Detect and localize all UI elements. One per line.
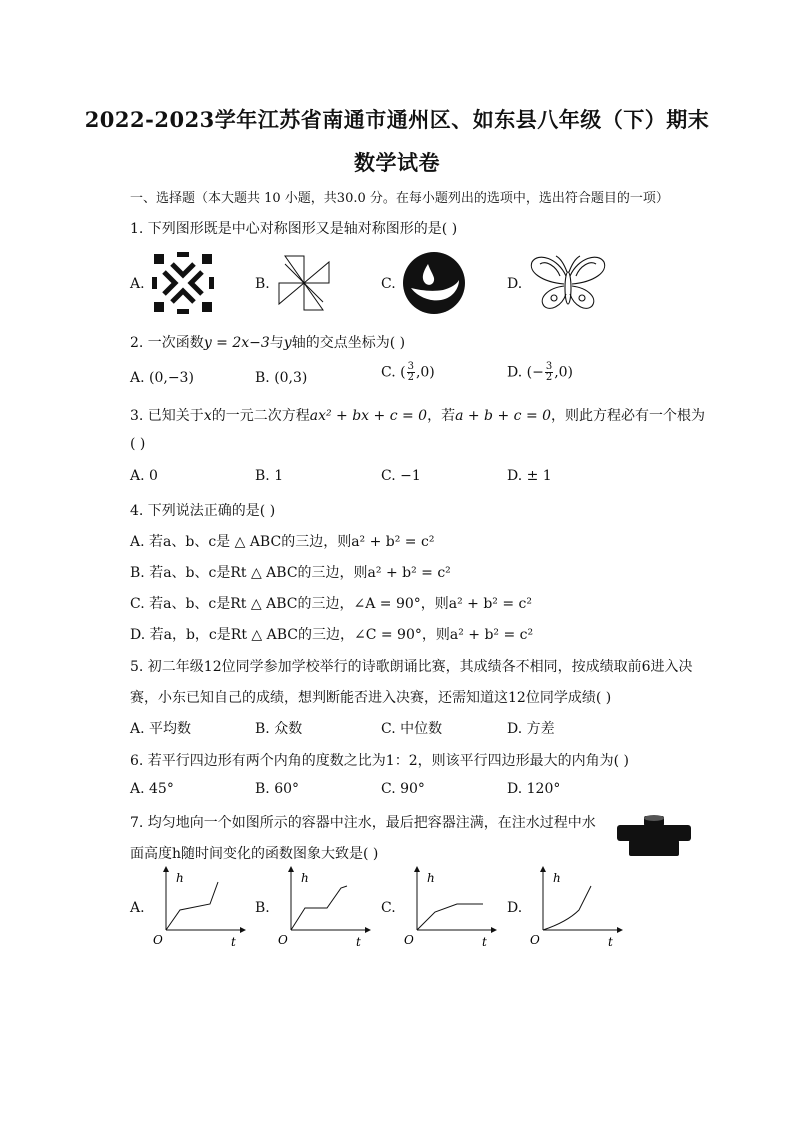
fraction-denominator: 2	[545, 372, 553, 383]
section-heading: 一、选择题（本大题共 10 小题，共30.0 分。在每小题列出的选项中，选出符合题目的一项）	[130, 191, 669, 206]
fraction-numerator: 3	[545, 361, 553, 372]
q7-option-a-label: A.	[130, 900, 145, 916]
q1d-wing-line	[576, 263, 596, 276]
q1d-wing	[531, 257, 566, 284]
q1b-blade	[285, 256, 304, 283]
q3-option-b: B. 1	[255, 468, 284, 484]
q3-stem-text: ，若	[427, 408, 456, 424]
axis-t-label: t	[608, 935, 613, 949]
q1-figure-a-icon	[150, 250, 216, 316]
q4-option-a: A. 若a、b、c是 △ ABC的三边，则a² + b² = c²	[130, 534, 435, 550]
q4-option-c: C. 若a、b、c是Rt △ ABC的三边，∠A = 90°，则a² + b² = c²	[130, 596, 533, 612]
q2-option-c-prefix: C. (	[381, 364, 406, 381]
q2-option-d	[507, 362, 573, 383]
q7-option-b-label: B.	[255, 900, 270, 916]
fraction-denominator: 2	[407, 372, 414, 383]
q1d-wing	[570, 257, 605, 284]
q2-option-c-fraction	[407, 362, 415, 383]
q5-option-b: B. 众数	[255, 721, 303, 737]
q2-option-c-suffix: ,0)	[415, 364, 435, 381]
fraction-numerator: 3	[407, 361, 414, 372]
y-axis-arrow	[288, 866, 294, 872]
q7-graph-a	[150, 866, 246, 952]
q2-option-a: A. (0,−3)	[130, 370, 194, 386]
q5-option-d: D. 方差	[507, 721, 555, 737]
q1b-blade	[304, 262, 329, 283]
q3-option-a: A. 0	[130, 468, 158, 484]
q1a-chevron	[172, 291, 194, 302]
q7-option-c-label: C.	[381, 900, 396, 916]
q1a-chevron	[191, 272, 202, 294]
q2-stem-text: 2. 一次函数	[130, 335, 204, 351]
origin-label: O	[404, 933, 414, 947]
question-4-stem: 4. 下列说法正确的是( )	[130, 503, 276, 519]
question-1-stem: 1. 下列图形既是中心对称图形又是轴对称图形的是( )	[130, 221, 458, 237]
origin-label: O	[153, 933, 163, 947]
q1d-wing	[570, 286, 594, 308]
y-axis-arrow	[163, 866, 169, 872]
curve	[417, 904, 483, 930]
axis-t-label: t	[482, 935, 487, 949]
q1a-edge-bar	[177, 252, 189, 257]
q1a-corner-square	[202, 254, 212, 264]
q7-graph-d	[527, 866, 623, 952]
q1a-corner-square	[202, 302, 212, 312]
question-6-stem: 6. 若平行四边形有两个内角的度数之比为1：2，则该平行四边形最大的内角为( )	[130, 753, 629, 769]
q2-stem-expression: y = 2x−3	[203, 335, 270, 351]
page-subtitle: 数学试卷	[354, 150, 440, 175]
q1a-edge-bar	[177, 309, 189, 314]
question-7-stem-line2: 面高度h随时间变化的函数图象大致是( )	[130, 846, 379, 862]
q7-option-d-label: D.	[507, 900, 523, 916]
q6-option-b: B. 60°	[255, 781, 300, 797]
q1b-line	[304, 283, 323, 302]
question-5-stem: 5. 初二年级12位同学参加学校举行的诗歌朗诵比赛，其成绩各不相同，按成绩取前6进入决	[130, 659, 693, 675]
q3-stem-line2: ( )	[130, 436, 146, 452]
q1b-blade	[279, 283, 304, 304]
axis-t-label: t	[356, 935, 361, 949]
q7-graph-b	[275, 866, 371, 952]
q3-option-d: D. ± 1	[507, 468, 552, 484]
page-title: 2022-2023学年江苏省南通市通州区、如东县八年级（下）期末	[84, 107, 710, 132]
x-axis-arrow	[617, 927, 623, 933]
q5-option-a: A. 平均数	[130, 721, 192, 737]
q6-option-d: D. 120°	[507, 781, 561, 797]
curve	[166, 882, 218, 930]
q1d-body	[565, 272, 571, 304]
q2-option-b: B. (0,3)	[255, 370, 308, 386]
axis-h-label: h	[553, 871, 561, 885]
y-axis-arrow	[540, 866, 546, 872]
origin-label: O	[530, 933, 540, 947]
q1a-edge-bar	[152, 277, 157, 289]
q1-option-d-label: D.	[507, 276, 523, 292]
q1a-corner-square	[154, 254, 164, 264]
question-2-stem	[130, 332, 405, 352]
q1d-spot	[579, 295, 585, 301]
x-axis-arrow	[491, 927, 497, 933]
q2-stem-text: 轴的交点坐标为( )	[291, 335, 406, 351]
x-axis-arrow	[365, 927, 371, 933]
q3-stem-text: ，则此方程必有一个根为	[551, 408, 706, 424]
q3-stem-variable: x	[203, 408, 212, 424]
question-5-stem-line2: 赛，小东已知自己的成绩，想判断能否进入决赛，还需知道这12位同学成绩( )	[130, 690, 612, 706]
q1a-chevron	[164, 272, 175, 294]
x-axis-arrow	[240, 927, 246, 933]
q1d-spot	[551, 295, 557, 301]
q1-option-c-label: C.	[381, 276, 396, 292]
q1-figure-b-icon	[275, 252, 333, 314]
q6-option-c: C. 90°	[381, 781, 425, 797]
q3-stem-condition: a + b + c = 0	[455, 408, 552, 424]
q7-container-icon	[614, 812, 694, 860]
q1a-edge-bar	[209, 277, 214, 289]
q2-stem-text: 与	[269, 335, 284, 351]
origin-label: O	[278, 933, 288, 947]
q1d-wing	[542, 286, 566, 308]
q2-option-d-suffix: ,0)	[554, 364, 574, 381]
y-axis-arrow	[414, 866, 420, 872]
curve	[543, 886, 591, 930]
q7-graph-c	[401, 866, 497, 952]
axis-h-label: h	[301, 871, 309, 885]
q4-option-d: D. 若a，b，c是Rt △ ABC的三边，∠C = 90°，则a² + b² = c²	[130, 627, 534, 643]
q2-option-d-prefix: D. (−	[507, 364, 544, 381]
axis-t-label: t	[231, 935, 236, 949]
q5-option-c: C. 中位数	[381, 721, 443, 737]
q1-option-a-label: A.	[130, 276, 145, 292]
q3-stem-equation: ax² + bx + c = 0	[309, 408, 428, 424]
q7-container-base	[629, 840, 679, 856]
q1-figure-d-butterfly-icon	[528, 250, 608, 316]
q3-stem-text: 3. 已知关于	[130, 408, 204, 424]
q2-option-d-fraction	[545, 362, 553, 383]
q1-figure-c-icon	[401, 250, 467, 316]
q2-stem-variable: y	[283, 335, 292, 351]
q1d-wing-line	[540, 263, 560, 276]
q6-option-a: A. 45°	[130, 781, 174, 797]
q4-option-b: B. 若a、b、c是Rt △ ABC的三边，则a² + b² = c²	[130, 565, 451, 581]
axis-h-label: h	[427, 871, 435, 885]
q1a-corner-square	[154, 302, 164, 312]
curve	[291, 886, 347, 930]
question-3-stem	[130, 405, 705, 425]
q1b-blade	[304, 283, 323, 310]
q7-container-middle	[617, 825, 691, 841]
q3-option-c: C. −1	[381, 468, 421, 484]
q1b-line	[285, 264, 304, 283]
axis-h-label: h	[176, 871, 184, 885]
q1-option-b-label: B.	[255, 276, 270, 292]
q7-container-top	[644, 815, 664, 821]
q3-stem-text: 的一元二次方程	[211, 408, 310, 424]
question-7-stem: 7. 均匀地向一个如图所示的容器中注水，最后把容器注满，在注水过程中水	[130, 815, 596, 831]
q1c-disc	[403, 252, 465, 314]
q2-option-c	[381, 362, 435, 383]
q1a-chevron	[172, 264, 194, 275]
